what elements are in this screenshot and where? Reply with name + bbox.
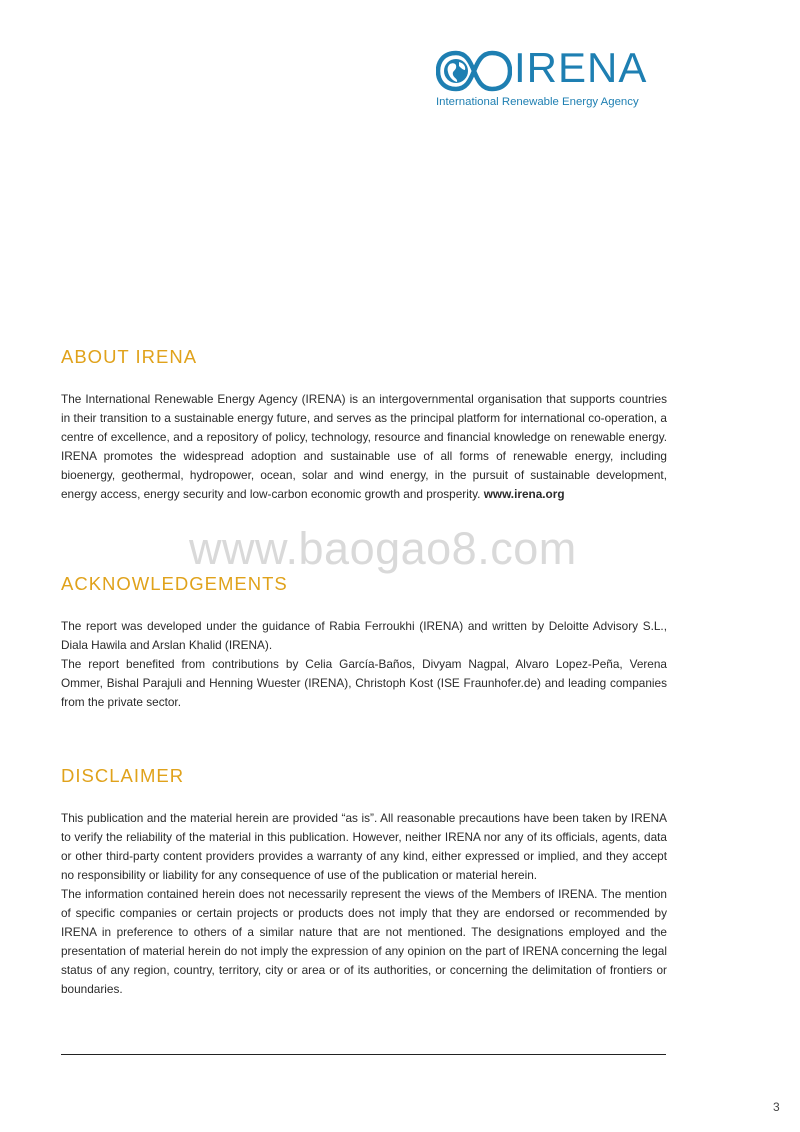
irena-logo xyxy=(436,44,668,115)
disclaimer-title: DISCLAIMER xyxy=(61,765,185,786)
acknowledgements-paragraph-2: The report benefited from contributions by Celia García-Baños, Divyam Nagpal, Alvaro Lopez-Peña, Verena Ommer, Bishal Parajuli and Henning Wuester (IRENA), Christoph Kost (ISE Fraunhofer.de) and leading companies from the private sector. xyxy=(61,657,667,709)
about-body: The International Renewable Energy Agency (IRENA) is an intergovernmental organisation that supports countries in their transition to a sustainable energy future, and serves as the principal platform for international co-operation, a centre of excellence, and a repository of policy, technology, resource and financial knowledge on renewable energy. IRENA promotes the widespread adoption and sustainable use of all forms of renewable energy, including bioenergy, geothermal, hydropower, ocean, solar and wind energy, in the pursuit of sustainable development, energy access, energy security and low-carbon economic growth and prosperity. xyxy=(61,392,667,501)
about-paragraph xyxy=(61,390,667,504)
page-number: 3 xyxy=(773,1100,780,1114)
irena-website-link[interactable]: www.irena.org xyxy=(483,487,565,501)
acknowledgements-title: ACKNOWLEDGEMENTS xyxy=(61,573,288,594)
watermark: www.baogao8.com xyxy=(189,523,577,574)
logo-tagline: International Renewable Energy Agency xyxy=(436,96,639,108)
acknowledgements-paragraph-1: The report was developed under the guidance of Rabia Ferroukhi (IRENA) and written by Deloitte Advisory S.L., Diala Hawila and Arslan Khalid (IRENA). xyxy=(61,619,667,652)
disclaimer-paragraph-1: This publication and the material herein are provided “as is”. All reasonable precautions have been taken by IRENA to verify the reliability of the material in this publication. However, neither IRENA nor any of its officials, agents, data or other third-party content providers provides a warranty of any kind, either expressed or implied, and they accept no responsibility or liability for any consequence of use of the publication or material herein. xyxy=(61,811,667,882)
about-title: ABOUT IRENA xyxy=(61,346,198,367)
disclaimer-body xyxy=(61,809,667,999)
logo-wordmark: IRENA xyxy=(514,44,648,91)
disclaimer-paragraph-2: The information contained herein does not necessarily represent the views of the Members of IRENA. The mention of specific companies or certain projects or products does not imply that they are endorsed or recommended by IRENA in preference to others of a similar nature that are not mentioned. The designations employed and the presentation of material herein do not imply the expression of any opinion on the part of IRENA concerning the legal status of any region, country, territory, city or area or of its authorities, or concerning the delimitation of frontiers or boundaries. xyxy=(61,887,667,996)
acknowledgements-body xyxy=(61,617,667,712)
infinity-globe-icon xyxy=(436,49,512,93)
footer-rule xyxy=(61,1054,666,1055)
